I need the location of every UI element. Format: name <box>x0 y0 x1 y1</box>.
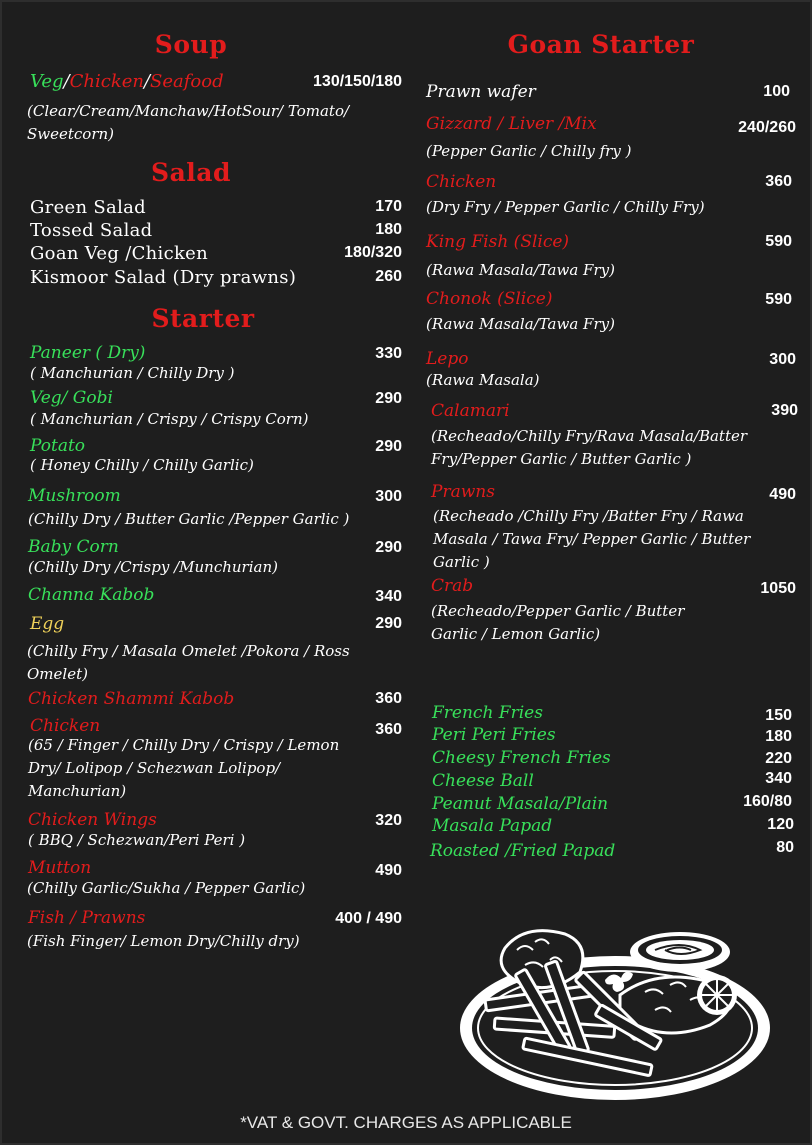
goan-item-name: Prawn wafer <box>426 82 536 102</box>
separator: / <box>63 71 70 92</box>
starter-item-desc: (65 / Finger / Chilly Dry / Crispy / Lemon Dry/ Lolipop / Schezwan Lolipop/ Manchurian) <box>28 736 340 800</box>
goan-starter-title: Goan Starter <box>507 30 695 59</box>
soup-price: 130/150/180 <box>313 73 402 90</box>
goan-item-name: King Fish (Slice) <box>426 232 570 252</box>
starter-item-desc: (Chilly Fry / Masala Omelet /Pokora / Ross Omelet) <box>27 642 350 683</box>
salad-item-price: 170 <box>375 198 402 215</box>
goan-item-price: 300 <box>769 351 796 368</box>
goan-item-name: Lepo <box>426 349 469 369</box>
side-item-price: 150 <box>765 707 792 724</box>
starter-item-name: Mutton <box>28 858 92 878</box>
goan-item-price: 490 <box>769 486 796 503</box>
soup-seafood-label: Seafood <box>150 71 224 92</box>
starter-item-desc: (Chilly Garlic/Sukha / Pepper Garlic) <box>27 879 306 897</box>
starter-item-price: 360 <box>375 721 402 738</box>
side-item-name: Cheese Ball <box>432 771 534 791</box>
starter-item-price: 330 <box>375 345 402 362</box>
side-item-price: 340 <box>765 770 792 787</box>
salad-title: Salad <box>151 158 231 187</box>
starter-item-price: 320 <box>375 812 402 829</box>
starter-item-name: Paneer ( Dry) <box>30 343 146 363</box>
vat-disclaimer: *VAT & GOVT. CHARGES AS APPLICABLE <box>240 1113 572 1132</box>
side-item-price: 120 <box>767 816 794 833</box>
goan-item-price: 240/260 <box>738 119 796 136</box>
salad-item-name: Tossed Salad <box>30 220 153 241</box>
soup-item-name <box>30 72 224 92</box>
salad-item-name: Goan Veg /Chicken <box>30 243 209 264</box>
goan-item-desc: (Rawa Masala) <box>426 371 540 389</box>
goan-item-price: 390 <box>771 402 798 419</box>
goan-item-price: 590 <box>765 233 792 250</box>
starter-item-price: 490 <box>375 862 402 879</box>
starter-item-desc: (Fish Finger/ Lemon Dry/Chilly dry) <box>27 932 300 950</box>
goan-item-name: Prawns <box>431 482 495 502</box>
starter-item-desc: ( Manchurian / Crispy / Crispy Corn) <box>30 410 309 428</box>
starter-item-price: 400 / 490 <box>335 910 402 927</box>
starter-item-name: Egg <box>30 614 65 634</box>
starter-item-name: Veg/ Gobi <box>30 388 113 408</box>
goan-item-desc: (Recheado /Chilly Fry /Batter Fry / Rawa Masala / Tawa Fry/ Pepper Garlic / Butter Garlic ) <box>433 507 751 571</box>
salad-item-price: 180/320 <box>344 244 402 261</box>
side-item-name: Peri Peri Fries <box>432 725 556 745</box>
fish-and-chips-plate-icon <box>455 920 785 1110</box>
soup-desc: (Clear/Cream/Manchaw/HotSour/ Tomato/ Sweetcorn) <box>27 102 350 143</box>
goan-item-desc: (Rawa Masala/Tawa Fry) <box>426 315 615 333</box>
starter-item-desc: (Chilly Dry / Butter Garlic /Pepper Garlic ) <box>28 510 350 528</box>
starter-item-price: 340 <box>375 588 402 605</box>
starter-item-name: Mushroom <box>28 486 121 506</box>
goan-item-name: Crab <box>431 576 474 596</box>
salad-item-name: Green Salad <box>30 197 146 218</box>
starter-item-name: Chicken <box>30 716 101 736</box>
starter-item-price: 300 <box>375 488 402 505</box>
goan-item-price: 100 <box>763 83 790 100</box>
goan-item-desc: (Recheado/Chilly Fry/Rava Masala/Batter Fry/Pepper Garlic / Butter Garlic ) <box>431 427 748 468</box>
goan-item-name: Gizzard / Liver /Mix <box>426 114 597 134</box>
side-item-name: French Fries <box>432 703 543 723</box>
side-item-price: 220 <box>765 750 792 767</box>
starter-item-name: Fish / Prawns <box>28 908 146 928</box>
goan-item-name: Chicken <box>426 172 497 192</box>
side-item-name: Peanut Masala/Plain <box>432 794 609 814</box>
starter-item-desc: ( BBQ / Schezwan/Peri Peri ) <box>28 831 246 849</box>
goan-item-name: Chonok (Slice) <box>426 289 553 309</box>
soup-title: Soup <box>154 30 228 59</box>
soup-veg-label: Veg <box>30 71 64 92</box>
starter-item-price: 290 <box>375 438 402 455</box>
goan-item-name: Calamari <box>431 401 510 421</box>
salad-item-price: 180 <box>375 221 402 238</box>
goan-item-price: 1050 <box>760 580 796 597</box>
side-item-price: 160/80 <box>743 793 792 810</box>
separator: / <box>143 71 151 92</box>
starter-item-name: Baby Corn <box>28 537 119 557</box>
starter-item-desc: (Chilly Dry /Crispy /Munchurian) <box>28 558 278 576</box>
salad-item-price: 260 <box>375 268 402 285</box>
starter-item-name: Chicken Shammi Kabob <box>28 689 235 709</box>
starter-item-price: 290 <box>375 390 402 407</box>
side-item-price: 80 <box>776 839 794 856</box>
starter-title: Starter <box>151 304 255 333</box>
goan-item-price: 590 <box>765 291 792 308</box>
side-item-name: Roasted /Fried Papad <box>430 841 616 861</box>
side-item-price: 180 <box>765 728 792 745</box>
starter-item-price: 360 <box>375 690 402 707</box>
goan-item-desc: (Recheado/Pepper Garlic / Butter Garlic / Lemon Garlic) <box>431 602 685 643</box>
soup-chicken-label: Chicken <box>69 71 144 92</box>
goan-item-price: 360 <box>765 173 792 190</box>
starter-item-desc: ( Honey Chilly / Chilly Garlic) <box>30 456 254 474</box>
salad-item-name: Kismoor Salad (Dry prawns) <box>30 267 297 288</box>
side-item-name: Masala Papad <box>432 816 553 836</box>
starter-item-price: 290 <box>375 539 402 556</box>
starter-item-name: Chicken Wings <box>28 810 157 830</box>
side-item-name: Cheesy French Fries <box>432 748 611 768</box>
goan-item-desc: (Pepper Garlic / Chilly fry ) <box>426 142 632 160</box>
starter-item-name: Potato <box>30 436 86 456</box>
starter-item-price: 290 <box>375 615 402 632</box>
starter-item-desc: ( Manchurian / Chilly Dry ) <box>30 364 235 382</box>
starter-item-name: Channa Kabob <box>28 585 155 605</box>
goan-item-desc: (Dry Fry / Pepper Garlic / Chilly Fry) <box>426 198 705 216</box>
goan-item-desc: (Rawa Masala/Tawa Fry) <box>426 261 615 279</box>
